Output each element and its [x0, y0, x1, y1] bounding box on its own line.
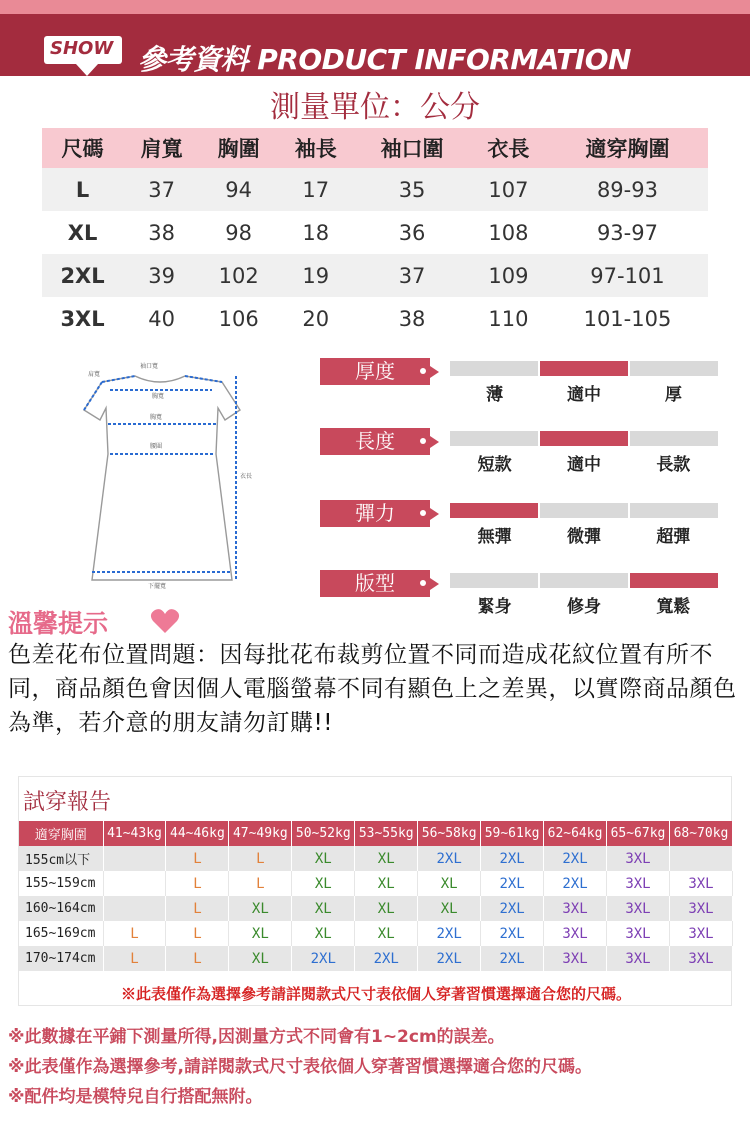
table-cell: 2XL	[292, 946, 355, 971]
table-cell: 3XL	[669, 896, 732, 921]
table-cell: XL	[292, 921, 355, 946]
table-cell: L	[229, 846, 292, 871]
table-cell: 2XL	[418, 921, 481, 946]
table-cell: 2XL	[418, 846, 481, 871]
table-cell: XL	[67, 220, 98, 245]
table-cell: 2XL	[481, 846, 544, 871]
tips-title: 溫馨提示	[8, 609, 109, 638]
notes-list	[8, 1022, 748, 1112]
rating-option: 緊身	[477, 597, 512, 617]
table-cell: 3XL	[60, 306, 105, 331]
rating-label	[320, 570, 430, 597]
table-cell: XL	[229, 946, 292, 971]
table-cell: L	[229, 871, 292, 896]
label-dot-icon	[420, 438, 426, 444]
rating-label-text: 彈力	[355, 501, 395, 525]
label-dot-icon	[420, 580, 426, 586]
table-cell: XL	[292, 846, 355, 871]
size-table-header: 肩寬	[123, 128, 200, 168]
rating-option: 適中	[566, 455, 601, 475]
rating-bar	[450, 431, 718, 446]
banner-title: 參考資料 PRODUCT INFORMATION	[138, 43, 631, 76]
table-cell: 2XL	[481, 921, 544, 946]
fit-report-title: 試穿報告	[23, 790, 112, 815]
table-cell: 38	[398, 306, 426, 331]
table-cell: L	[166, 946, 229, 971]
fit-table-header: 59~61kg	[481, 821, 544, 846]
table-cell: 89-93	[596, 177, 658, 202]
note-item: ※配件均是模特兒自行搭配無附。	[8, 1087, 263, 1107]
table-cell: XL	[355, 846, 418, 871]
table-cell: 160~164cm	[19, 896, 103, 921]
svg-text:衣長: 衣長	[240, 473, 253, 480]
table-cell: 3XL	[607, 871, 670, 896]
rating-option: 長款	[656, 455, 691, 475]
table-cell: 155~159cm	[19, 871, 103, 896]
table-row	[42, 254, 708, 297]
table-cell: XL	[229, 921, 292, 946]
table-cell: 36	[398, 220, 426, 245]
rating-option: 薄	[486, 385, 504, 405]
rating-segment	[630, 573, 718, 588]
table-cell: L	[166, 921, 229, 946]
table-cell: 3XL	[607, 896, 670, 921]
rating-option: 無彈	[477, 527, 512, 547]
table-cell: XL	[292, 871, 355, 896]
rating-options	[450, 592, 718, 617]
table-cell: 39	[148, 263, 175, 288]
rating-segment	[540, 503, 628, 518]
table-cell: 108	[488, 220, 529, 245]
table-cell: L	[103, 921, 166, 946]
table-cell: 155cm以下	[19, 846, 103, 871]
label-dot-icon	[420, 510, 426, 516]
fit-table-header: 適穿胸圍	[19, 821, 103, 846]
heart-icon	[150, 608, 180, 634]
table-cell: 2XL	[544, 871, 607, 896]
svg-text:胸寬: 胸寬	[150, 414, 163, 421]
header-banner	[0, 14, 750, 76]
table-cell	[669, 846, 732, 871]
note-item: ※此表僅作為選擇參考,請詳閱款式尺寸表依個人穿著習慣選擇適合您的尺碼。	[8, 1057, 592, 1077]
rating-bar	[450, 361, 718, 376]
table-row	[19, 846, 733, 871]
table-cell: 3XL	[669, 871, 732, 896]
fit-table-header: 41~43kg	[103, 821, 166, 846]
show-tag	[36, 32, 126, 76]
fit-report	[18, 776, 732, 1006]
table-cell: L	[166, 896, 229, 921]
table-cell: 2XL	[481, 871, 544, 896]
table-cell: 165~169cm	[19, 921, 103, 946]
table-cell: 106	[218, 306, 259, 331]
table-row	[42, 211, 708, 254]
rating-label-text: 厚度	[355, 359, 395, 383]
table-cell: XL	[355, 921, 418, 946]
table-cell: 107	[488, 177, 529, 202]
rating-option: 微彈	[566, 527, 601, 547]
table-cell: 3XL	[544, 896, 607, 921]
svg-text:胸寬: 胸寬	[152, 393, 165, 400]
table-cell: 17	[302, 177, 330, 202]
table-cell: L	[75, 177, 90, 202]
table-cell: 2XL	[60, 263, 105, 288]
fit-table-header: 62~64kg	[544, 821, 607, 846]
rating-label-text: 長度	[355, 429, 395, 453]
table-cell: 3XL	[544, 946, 607, 971]
rating-label	[320, 358, 430, 385]
show-tag-text: SHOW	[50, 38, 114, 59]
size-table-header: 衣長	[470, 128, 547, 168]
table-cell: 40	[148, 306, 175, 331]
rating-option: 適中	[566, 385, 601, 405]
table-row	[19, 946, 733, 971]
tips-body: 色差花布位置問題：因每批花布裁剪位置不同而造成花紋位置有所不同，商品顏色會因個人電腦螢幕不同有顯色上之差異，以實際商品顏色為準，若介意的朋友請勿訂購!!	[8, 642, 737, 736]
table-cell: 38	[148, 220, 175, 245]
rating-segment	[540, 573, 628, 588]
size-table-header: 袖長	[277, 128, 354, 168]
table-row	[19, 921, 733, 946]
table-cell: 170~174cm	[19, 946, 103, 971]
rating-label	[320, 428, 430, 455]
table-cell: 2XL	[355, 946, 418, 971]
table-cell	[103, 896, 166, 921]
table-cell: 102	[218, 263, 259, 288]
rating-segment	[540, 431, 628, 446]
table-cell: 3XL	[544, 921, 607, 946]
table-cell: 3XL	[669, 921, 732, 946]
table-cell: XL	[292, 896, 355, 921]
rating-options	[450, 450, 718, 475]
rating-option: 超彈	[656, 527, 691, 547]
table-cell: L	[103, 946, 166, 971]
svg-text:袖口寬: 袖口寬	[140, 363, 159, 370]
fit-table-header: 65~67kg	[607, 821, 670, 846]
table-cell: L	[166, 871, 229, 896]
rating-segment	[630, 361, 718, 376]
table-cell: 109	[488, 263, 529, 288]
table-cell: L	[166, 846, 229, 871]
table-cell: 3XL	[669, 946, 732, 971]
size-table-header: 袖口圍	[354, 128, 470, 168]
table-cell: 110	[488, 306, 529, 331]
rating-options	[450, 522, 718, 547]
table-cell: 94	[225, 177, 253, 202]
table-cell: 3XL	[607, 846, 670, 871]
table-cell: 19	[302, 263, 330, 288]
table-cell: 93-97	[596, 220, 658, 245]
note-item: ※此數據在平鋪下測量所得,因測量方式不同會有1~2cm的誤差。	[8, 1027, 505, 1047]
table-cell: XL	[355, 871, 418, 896]
size-table-header: 胸圍	[200, 128, 277, 168]
rating-segment	[630, 503, 718, 518]
rating-segment	[450, 361, 538, 376]
table-cell: XL	[418, 896, 481, 921]
table-cell: 18	[302, 220, 330, 245]
label-dot-icon	[420, 368, 426, 374]
table-cell: 2XL	[544, 846, 607, 871]
fit-report-note: ※此表僅作為選擇參考請詳閱款式尺寸表依個人穿著習慣選擇適合您的尺碼。	[120, 985, 631, 1003]
table-cell	[103, 846, 166, 871]
table-cell	[103, 871, 166, 896]
size-table-header: 尺碼	[42, 128, 123, 168]
table-cell: 37	[148, 177, 175, 202]
fit-table-header: 47~49kg	[229, 821, 292, 846]
table-cell: 2XL	[418, 946, 481, 971]
dress-measurement-diagram-icon	[40, 358, 300, 590]
table-row	[42, 297, 708, 340]
size-table-header: 適穿胸圍	[547, 128, 708, 168]
rating-label-text: 版型	[355, 571, 395, 595]
svg-text:腰圍: 腰圍	[150, 443, 163, 450]
table-cell: XL	[355, 896, 418, 921]
measurement-unit: 測量單位：公分	[270, 90, 480, 125]
rating-option: 短款	[477, 455, 512, 475]
rating-segment	[450, 431, 538, 446]
table-cell: 3XL	[607, 946, 670, 971]
table-row	[19, 871, 733, 896]
rating-option: 寬鬆	[656, 597, 691, 617]
table-cell: 2XL	[481, 896, 544, 921]
fit-report-table	[19, 821, 733, 971]
table-row	[19, 896, 733, 921]
fit-table-header: 68~70kg	[669, 821, 732, 846]
rating-option: 厚	[664, 385, 682, 405]
rating-segment	[540, 361, 628, 376]
fit-table-header: 53~55kg	[355, 821, 418, 846]
table-cell: 101-105	[583, 306, 672, 331]
size-table	[42, 128, 708, 340]
table-cell: 3XL	[607, 921, 670, 946]
table-cell: 35	[398, 177, 426, 202]
top-accent-line	[0, 0, 750, 14]
rating-segment	[450, 503, 538, 518]
table-cell: 37	[398, 263, 426, 288]
rating-bar	[450, 503, 718, 518]
rating-segment	[630, 431, 718, 446]
table-cell: 20	[302, 306, 330, 331]
table-cell: XL	[229, 896, 292, 921]
svg-text:肩寬: 肩寬	[88, 371, 101, 378]
fit-table-header: 50~52kg	[292, 821, 355, 846]
table-cell: 98	[225, 220, 253, 245]
table-cell: 2XL	[481, 946, 544, 971]
fit-table-header: 44~46kg	[166, 821, 229, 846]
rating-options	[450, 380, 718, 405]
svg-text:下擺寬: 下擺寬	[148, 583, 167, 590]
rating-segment	[450, 573, 538, 588]
rating-label	[320, 500, 430, 527]
table-cell: XL	[418, 871, 481, 896]
fit-table-header: 56~58kg	[418, 821, 481, 846]
table-cell: 97-101	[590, 263, 665, 288]
table-row	[42, 168, 708, 211]
rating-option: 修身	[566, 597, 601, 617]
rating-bar	[450, 573, 718, 588]
